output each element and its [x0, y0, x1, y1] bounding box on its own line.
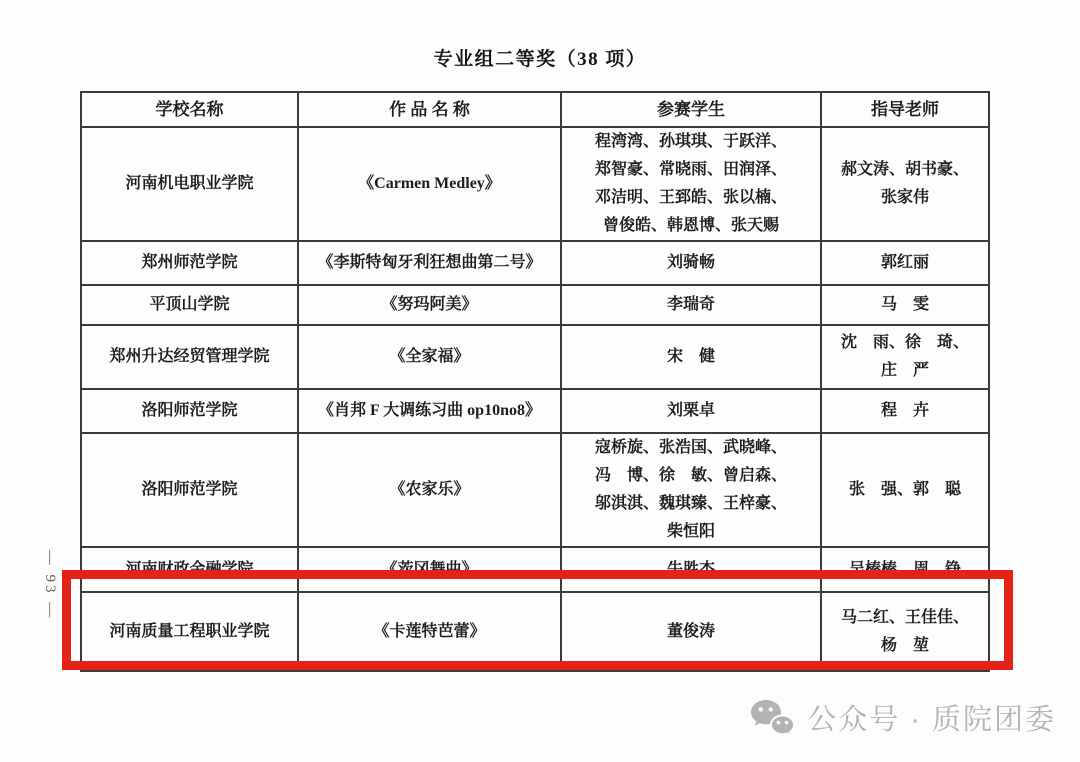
wechat-icon [749, 698, 795, 738]
students-cell: 李瑞奇 [561, 285, 821, 325]
table-row [81, 285, 989, 325]
students-cell: 牛胜杰 [561, 547, 821, 592]
teachers-cell: 马 雯 [821, 285, 989, 325]
header-work: 作 品 名 称 [298, 92, 561, 127]
awards-table [80, 91, 990, 672]
table-row [81, 433, 989, 547]
work-cell: 《卡莲特芭蕾》 [298, 592, 561, 671]
header-teachers: 指导老师 [821, 92, 989, 127]
school-cell: 洛阳师范学院 [81, 433, 298, 547]
school-cell: 洛阳师范学院 [81, 389, 298, 433]
school-cell: 平顶山学院 [81, 285, 298, 325]
school-cell: 郑州师范学院 [81, 241, 298, 285]
table-row [81, 547, 989, 592]
teachers-cell: 郝文涛、胡书豪、张家伟 [821, 127, 989, 241]
work-cell: 《Carmen Medley》 [298, 127, 561, 241]
students-cell: 宋 健 [561, 325, 821, 389]
students-cell: 董俊涛 [561, 592, 821, 671]
table-row [81, 127, 989, 241]
header-school: 学校名称 [81, 92, 298, 127]
work-cell: 《茨冈舞曲》 [298, 547, 561, 592]
school-cell: 河南质量工程职业学院 [81, 592, 298, 671]
teachers-cell: 张 强、郭 聪 [821, 433, 989, 547]
work-cell: 《农家乐》 [298, 433, 561, 547]
school-cell: 河南机电职业学院 [81, 127, 298, 241]
teachers-cell: 吴榛榛、周 铮 [821, 547, 989, 592]
teachers-cell: 马二红、王佳佳、杨 堃 [821, 592, 989, 671]
students-cell: 寇桥旋、张浩国、武晓峰、冯 博、徐 敏、曾启森、邬淇淇、魏琪臻、王梓豪、柴恒阳 [561, 433, 821, 547]
watermark [749, 697, 1056, 738]
students-cell: 刘骑畅 [561, 241, 821, 285]
students-cell: 刘栗卓 [561, 389, 821, 433]
margin-page-number: — 93 — [42, 549, 58, 621]
school-cell: 郑州升达经贸管理学院 [81, 325, 298, 389]
teachers-cell: 郭红丽 [821, 241, 989, 285]
table-header-row [81, 92, 989, 127]
work-cell: 《肖邦 F 大调练习曲 op10no8》 [298, 389, 561, 433]
work-cell: 《全家福》 [298, 325, 561, 389]
header-students: 参赛学生 [561, 92, 821, 127]
table-row-highlighted [81, 592, 989, 671]
teachers-cell: 程 卉 [821, 389, 989, 433]
students-cell: 程湾湾、孙琪琪、于跃洋、郑智豪、常晓雨、田润泽、邓洁明、王郅皓、张以楠、曾俊皓、韩恩博、张天赐 [561, 127, 821, 241]
table-row [81, 389, 989, 433]
watermark-label: 公众号 · 质院团委 [807, 704, 1056, 736]
teachers-cell: 沈 雨、徐 琦、庄 严 [821, 325, 989, 389]
work-cell: 《李斯特匈牙利狂想曲第二号》 [298, 241, 561, 285]
work-cell: 《努玛阿美》 [298, 285, 561, 325]
school-cell: 河南财政金融学院 [81, 547, 298, 592]
table-row [81, 325, 989, 389]
page-title: 专业组二等奖（38 项） [433, 49, 647, 70]
table-row [81, 241, 989, 285]
